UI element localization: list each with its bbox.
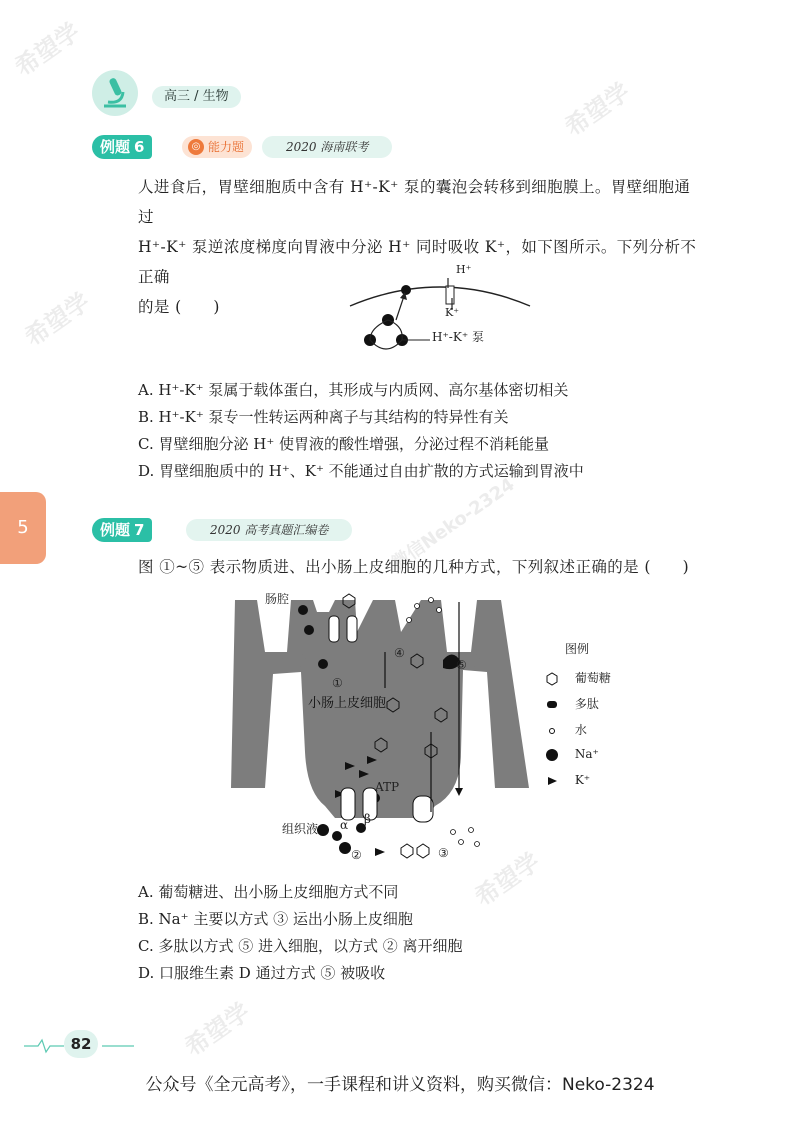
atp-label: ATP — [375, 780, 400, 794]
question-6-stem: 人进食后，胃壁细胞质中含有 H⁺-K⁺ 泵的囊泡会转移到细胞膜上。胃壁细胞通过 H⁺-K⁺ 泵逆浓度梯度向胃液中分泌 H⁺ 同时吸收 K⁺，如下图所示。下列分析不正确 的是 ( ) — [138, 178, 697, 316]
watermark: 希望学 — [19, 287, 95, 352]
example-7-badge: 例题 7 — [92, 518, 152, 542]
watermark: 希望学 — [559, 77, 635, 142]
watermark: 希望学 — [179, 997, 255, 1062]
question-7-stem: 图 ①~⑤ 表示物质进、出小肠上皮细胞的几种方式，下列叙述正确的是 ( ) — [138, 558, 690, 576]
cell-label: 小肠上皮细胞 — [308, 696, 387, 711]
subject-tag: 高三 / 生物 — [152, 86, 241, 108]
label-1: ① — [332, 676, 343, 690]
option-d[interactable]: D. 口服维生素 D 通过方式 ⑤ 被吸收 — [138, 964, 386, 982]
label-2: ② — [351, 848, 362, 862]
chapter-tab: 5 — [0, 492, 46, 564]
page-number: 82 — [64, 1030, 98, 1058]
legend — [545, 640, 611, 799]
label-4: ④ — [394, 646, 405, 660]
option-a[interactable]: A. H⁺-K⁺ 泵属于载体蛋白，其形成与内质网、高尔基体密切相关 — [138, 381, 569, 399]
legend-glucose: 葡萄糖 — [545, 669, 611, 695]
label-5: ⑤ — [456, 658, 467, 672]
label-3: ③ — [438, 846, 449, 860]
option-a[interactable]: A. 葡萄糖进、出小肠上皮细胞方式不同 — [138, 883, 399, 901]
pump-label: H⁺-K⁺ 泵 — [432, 330, 484, 344]
intestine-cell-diagram — [225, 592, 535, 868]
option-b[interactable]: B. Na⁺ 主要以方式 ③ 运出小肠上皮细胞 — [138, 910, 413, 928]
option-b[interactable]: B. H⁺-K⁺ 泵专一性转运两种离子与其结构的特异性有关 — [138, 408, 509, 426]
tissue-fluid-label: 组织液 — [282, 822, 319, 836]
alpha-label: α — [340, 818, 349, 832]
footer-note: 公众号《全元高考》，一手课程和讲义资料，购买微信：Neko-2324 — [145, 1075, 655, 1095]
microscope-icon — [92, 70, 138, 116]
source-tag: 2020 高考真题汇编卷 — [186, 519, 352, 541]
lumen-label: 肠腔 — [265, 592, 290, 606]
ability-icon: ◎ — [188, 139, 204, 155]
legend-title: 图例 — [565, 642, 590, 656]
ability-tag: ◎ 能力题 — [182, 136, 252, 158]
watermark: 希望学 — [9, 17, 85, 82]
watermark: 希望学 — [469, 847, 545, 912]
option-d[interactable]: D. 胃壁细胞质中的 H⁺、K⁺ 不能通过自由扩散的方式运输到胃液中 — [138, 462, 584, 480]
source-tag: 2020 海南联考 — [262, 136, 392, 158]
legend-na: Na⁺ — [545, 747, 611, 773]
legend-peptide: 多肽 — [545, 695, 611, 721]
legend-water: 水 — [545, 721, 611, 747]
k-label: K⁺ — [445, 306, 460, 319]
pump-diagram — [330, 258, 550, 368]
example-6-badge: 例题 6 — [92, 135, 152, 159]
h-label: H⁺ — [456, 263, 472, 276]
option-c[interactable]: C. 胃壁细胞分泌 H⁺ 使胃液的酸性增强，分泌过程不消耗能量 — [138, 435, 550, 453]
option-c[interactable]: C. 多肽以方式 ⑤ 进入细胞，以方式 ② 离开细胞 — [138, 937, 463, 955]
legend-k: K⁺ — [545, 773, 611, 799]
beta-label: β — [364, 812, 371, 826]
watermark: 微信Neko-2324 — [387, 474, 519, 575]
